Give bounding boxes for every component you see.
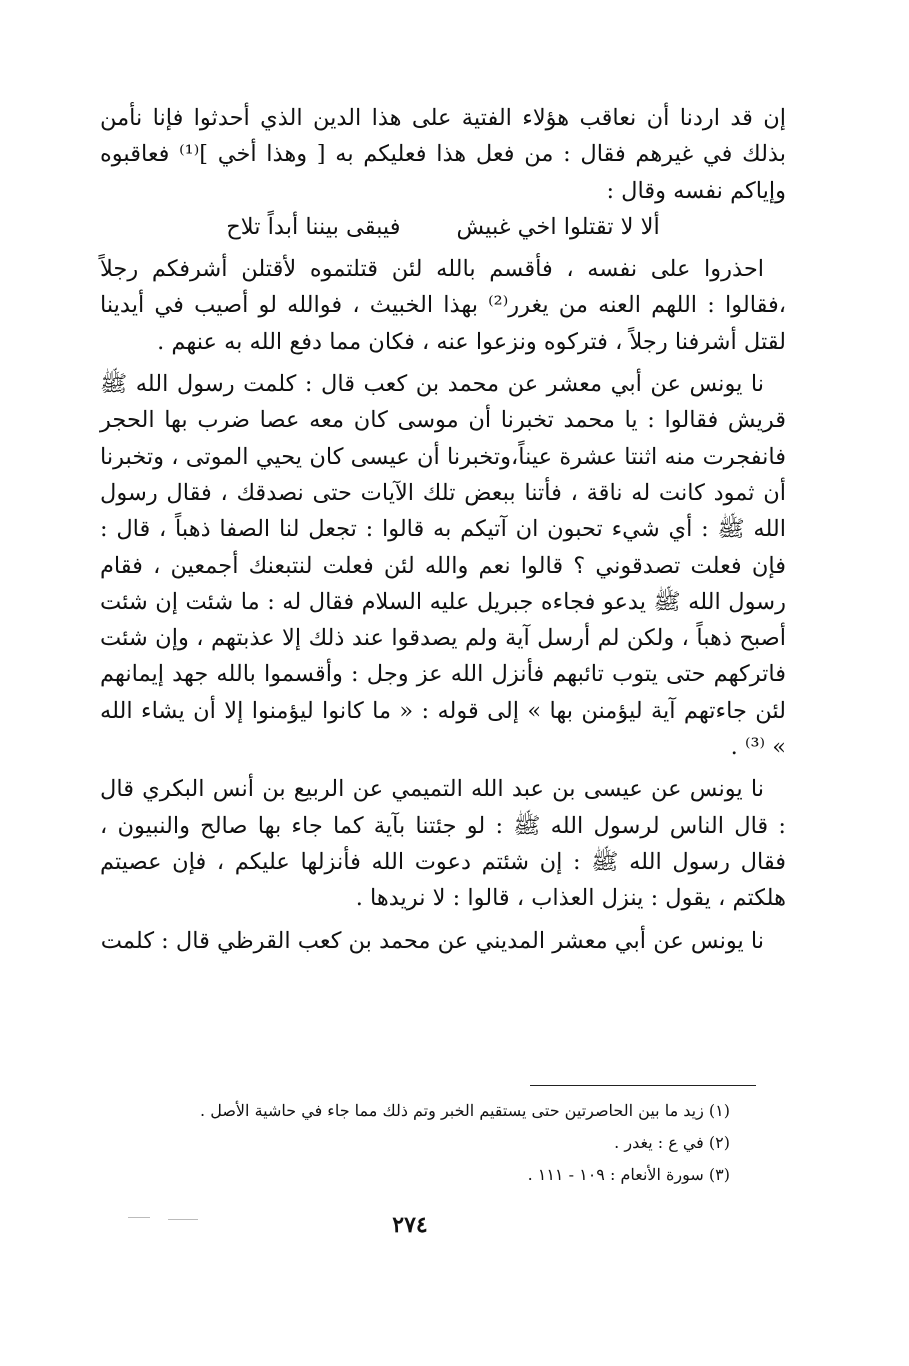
- paragraph-4: نا يونس عن عيسى بن عبد الله التميمي عن الربيع بن أنس البكري قال : قال الناس لرسول الله ﷺ : لو جئتنا بآية كما جاء بها صالح والنبيون ، فقال رسول الله ﷺ : إن شئتم دعوت الله فأنزلها عليكم ، فإن عصيتم هلكتم ، يقول : ينزل العذاب ، قالوا : لا نريدها .: [100, 776, 786, 912]
- poem-verse: [100, 209, 786, 245]
- footnote-1: (١) زيد ما بين الحاصرتين حتى يستقيم الخبر وتم ذلك مما جاء في حاشية الأصل .: [200, 1101, 730, 1120]
- footnote-2: (٢) في ع : يغدر .: [614, 1133, 730, 1152]
- verse-hemistich-second: فيبقى بيننا أبداً تلاح: [226, 213, 401, 240]
- paragraph-2: احذروا على نفسه ، فأقسم بالله لئن قتلتموه لأقتلن أشرفكم رجلاً ،فقالوا : اللهم العنه من يغرر⁽²⁾ بهذا الخبيث ، فوالله لو أصيب في أيدينا لقتل أشرفنا رجلاً ، فتركوه ونزعوا عنه ، فكان مما دفع الله به عنهم .: [100, 256, 786, 355]
- main-text: [100, 100, 786, 959]
- footnote-3: (٣) سورة الأنعام : ١٠٩ - ١١١ .: [527, 1165, 730, 1184]
- page-number: ٢٧٤: [392, 1212, 428, 1238]
- scan-speck: [168, 1219, 198, 1220]
- paragraph-5: نا يونس عن أبي معشر المديني عن محمد بن كعب القرظي قال : كلمت: [100, 927, 764, 954]
- footnote-divider: [530, 1085, 756, 1086]
- paragraph-1: إن قد اردنا أن نعاقب هؤلاء الفتية على هذا الدين الذي أحدثوا فإنا نأمن بذلك في غيرهم فقال : من فعل هذا فعليكم به [ وهذا أخي ]⁽¹⁾ فعاقبوه وإياكم نفسه وقال :: [100, 105, 786, 204]
- scan-speck: [128, 1217, 150, 1218]
- footnotes: [100, 1095, 730, 1191]
- paragraph-3: نا يونس عن أبي معشر عن محمد بن كعب قال : كلمت رسول الله ﷺ قريش فقالوا : يا محمد تخبرنا أن موسى كان معه عصا ضرب بها الحجر فانفجرت منه اثنتا عشرة عيناً،وتخبرنا أن عيسى كان يحيي الموتى ، وتخبرنا أن ثمود كانت له ناقة ، فأتنا ببعض تلك الآيات حتى نصدقك ، فقال رسول الله ﷺ : أي شيء تحبون ان آتيكم به قالوا : تجعل لنا الصفا ذهباً ، قال : فإن فعلت تصدقوني ؟ قالوا نعم والله لئن فعلت لنتبعنك أجمعين ، فقام رسول الله ﷺ يدعو فجاءه جبريل عليه السلام فقال له : ما شئت إن شئت أصبح ذهباً ، ولكن لم أرسل آية ولم يصدقوا عند ذلك إلا عذبتهم ، وإن شئت فاتركهم حتى يتوب تائبهم فأنزل الله عز وجل : وأقسموا بالله جهد إيمانهم لئن جاءتهم آية ليؤمنن بها » إلى قوله : « ما كانوا ليؤمنوا إلا أن يشاء الله » ⁽³⁾ .: [100, 371, 786, 761]
- verse-hemistich-first: ألا لا تقتلوا اخي غبيش: [456, 213, 660, 240]
